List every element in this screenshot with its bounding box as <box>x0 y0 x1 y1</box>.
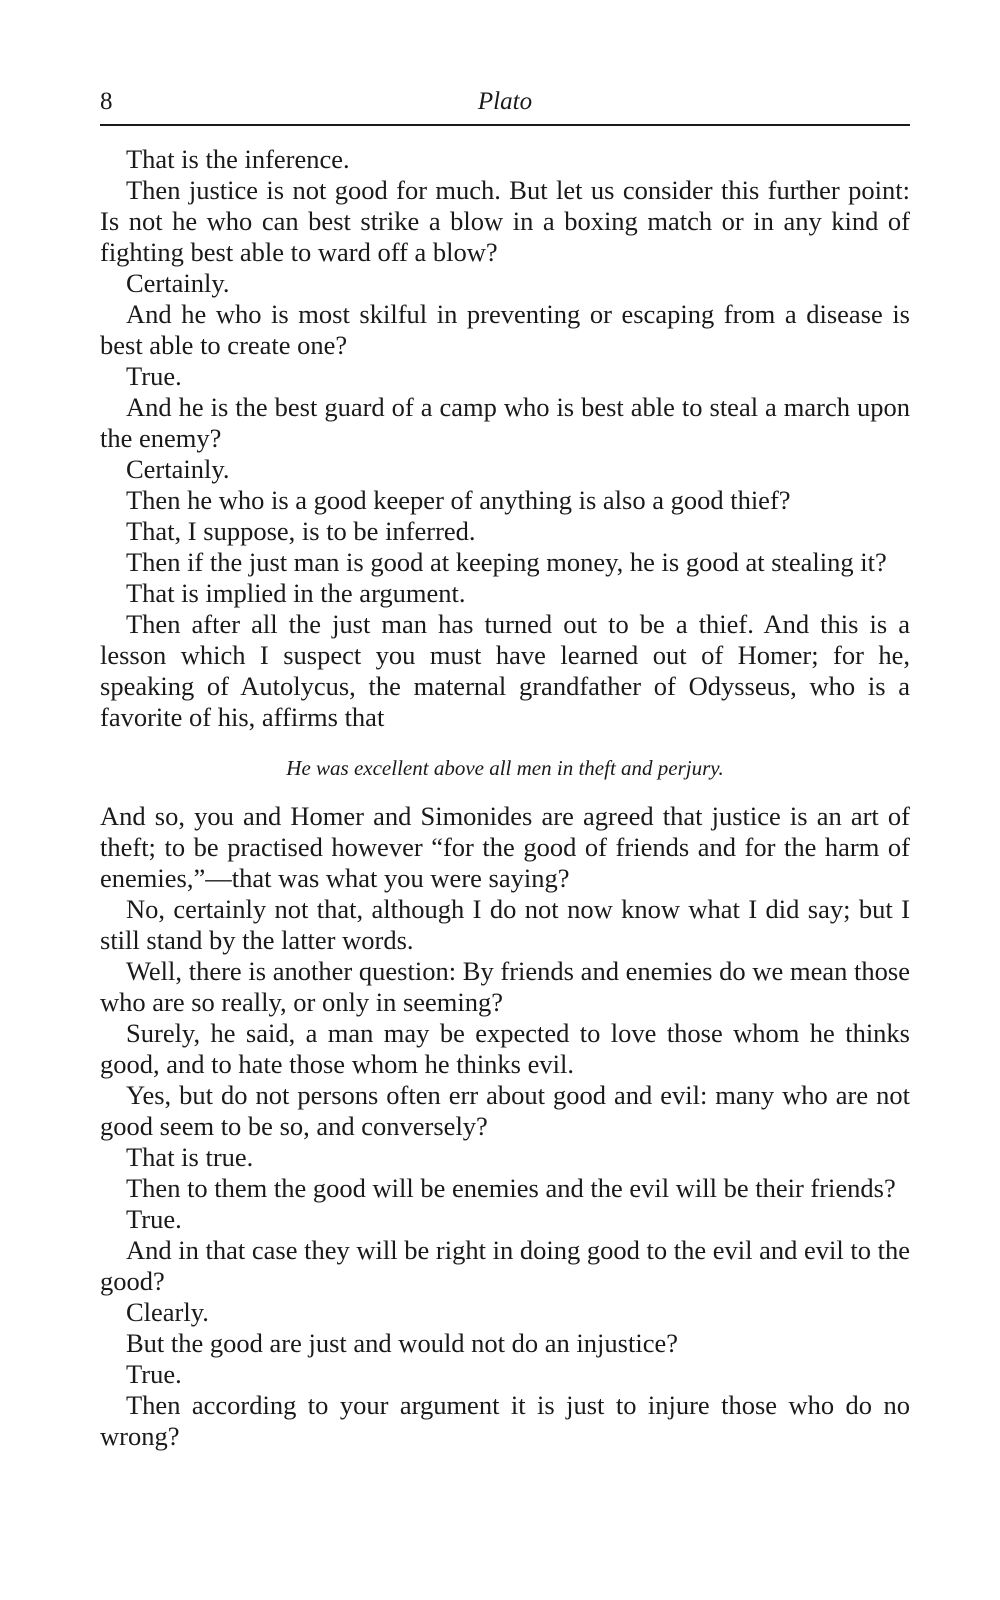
paragraph: True. <box>126 1204 182 1234</box>
paragraph: Yes, but do not persons often err about good and evil: many who are not good seem to be so, and conversely? <box>100 1080 910 1141</box>
paragraph: True. <box>126 1359 182 1389</box>
book-page <box>100 88 910 1452</box>
paragraph: That is the inference. <box>126 144 350 174</box>
paragraph: That is true. <box>126 1142 254 1172</box>
paragraph: Certainly. <box>126 268 230 298</box>
running-head <box>100 88 910 126</box>
page-number: 8 <box>100 88 113 115</box>
paragraph: Then after all the just man has turned out to be a thief. And this is a lesson which I suspect you must have learned out of Homer; for he, speaking of Autolycus, the maternal grandfather of Odysseus, who is a favorite of his, affirms that <box>100 609 910 732</box>
paragraph: Then if the just man is good at keeping money, he is good at stealing it? <box>126 547 887 577</box>
verse-quotation: He was excellent above all men in theft and perjury. <box>286 756 724 780</box>
paragraph: That is implied in the argument. <box>126 578 466 608</box>
paragraph: Then according to your argument it is just to injure those who do no wrong? <box>100 1390 910 1451</box>
paragraph: That, I suppose, is to be inferred. <box>126 516 476 546</box>
paragraph: And in that case they will be right in doing good to the evil and evil to the good? <box>100 1235 910 1296</box>
paragraph: But the good are just and would not do an injustice? <box>126 1328 678 1358</box>
paragraph: Then he who is a good keeper of anything is also a good thief? <box>126 485 791 515</box>
paragraph: Certainly. <box>126 454 230 484</box>
paragraph: Surely, he said, a man may be expected to love those whom he thinks good, and to hate those whom he thinks evil. <box>100 1018 910 1079</box>
paragraph: Then to them the good will be enemies and the evil will be their friends? <box>126 1173 896 1203</box>
paragraph: No, certainly not that, although I do not now know what I did say; but I still stand by the latter words. <box>100 894 910 955</box>
paragraph: Clearly. <box>126 1297 209 1327</box>
paragraph: Then justice is not good for much. But let us consider this further point: Is not he who can best strike a blow in a boxing match or in any kind of fighting best able to ward off a blow? <box>100 175 910 267</box>
paragraph: And he who is most skilful in preventing or escaping from a disease is best able to create one? <box>100 299 910 360</box>
paragraph: And he is the best guard of a camp who is best able to steal a march upon the enemy? <box>100 392 910 453</box>
paragraph: Well, there is another question: By friends and enemies do we mean those who are so really, or only in seeming? <box>100 956 910 1017</box>
paragraph: And so, you and Homer and Simonides are agreed that justice is an art of theft; to be practised however “for the good of friends and for the harm of enemies,”—that was what you were saying? <box>100 801 910 893</box>
running-title: Plato <box>477 88 533 115</box>
paragraph: True. <box>126 361 182 391</box>
body-text <box>100 144 910 1452</box>
